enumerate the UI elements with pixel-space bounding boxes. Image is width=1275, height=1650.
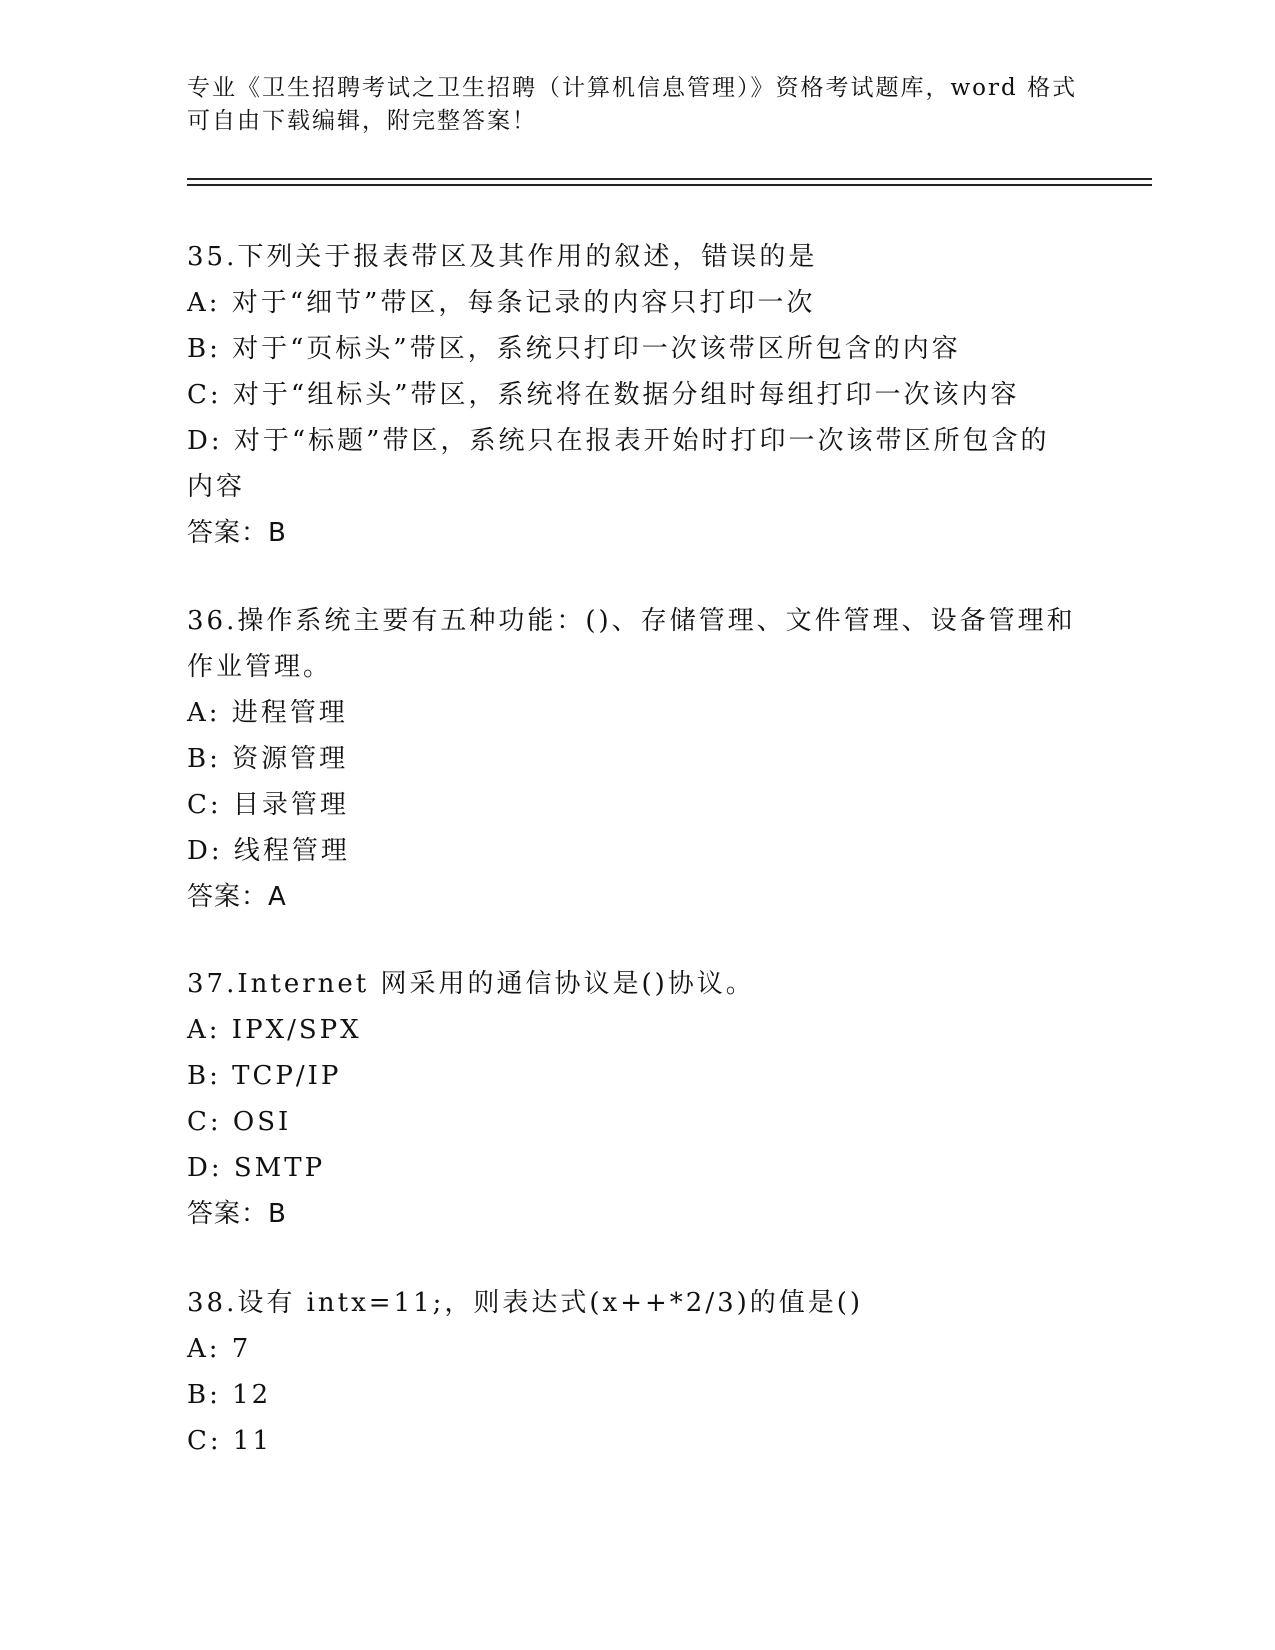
option-c: C: 11 [187,1426,273,1456]
option-c: C: OSI [187,1107,292,1137]
option-b: B: 对于“页标头”带区，系统只打印一次该带区所包含的内容 [187,334,961,364]
option-a: A: IPX/SPX [187,1015,362,1045]
question-text: 36.操作系统主要有五种功能：()、存储管理、文件管理、设备管理和 [187,606,1076,636]
option-d: D: SMTP [187,1153,326,1183]
option-a: A: 对于“细节”带区，每条记录的内容只打印一次 [187,288,816,318]
option-b: B: 12 [187,1380,272,1410]
header-line-1: 专业《卫生招聘考试之卫生招聘（计算机信息管理）》资格考试题库，word 格式 [187,75,1078,101]
option-d-continued: 内容 [187,472,246,502]
answer: 答案：A [187,882,287,912]
document-header [187,72,1087,138]
option-b: B: TCP/IP [187,1061,342,1091]
answer: 答案：B [187,518,287,548]
option-b: B: 资源管理 [187,744,349,774]
header-line-2: 可自由下载编辑，附完整答案！ [187,108,537,134]
option-d: D: 线程管理 [187,836,350,866]
question-38 [187,1280,1087,1464]
header-divider-bottom [187,184,1152,186]
option-a: A: 进程管理 [187,698,348,728]
question-36 [187,598,1087,920]
question-text: 35.下列关于报表带区及其作用的叙述，错误的是 [187,242,818,272]
question-35 [187,234,1087,556]
option-d: D: 对于“标题”带区，系统只在报表开始时打印一次该带区所包含的 [187,426,1050,456]
question-37 [187,961,1087,1237]
option-c: C: 对于“组标头”带区，系统将在数据分组时每组打印一次该内容 [187,380,1020,410]
option-a: A: 7 [187,1334,252,1364]
header-divider-top [187,178,1152,180]
question-text: 38.设有 intx=11;，则表达式(x++*2/3)的值是() [187,1288,864,1318]
question-text-continued: 作业管理。 [187,652,333,682]
answer: 答案：B [187,1199,287,1229]
question-text: 37.Internet 网采用的通信协议是()协议。 [187,969,755,999]
option-c: C: 目录管理 [187,790,349,820]
